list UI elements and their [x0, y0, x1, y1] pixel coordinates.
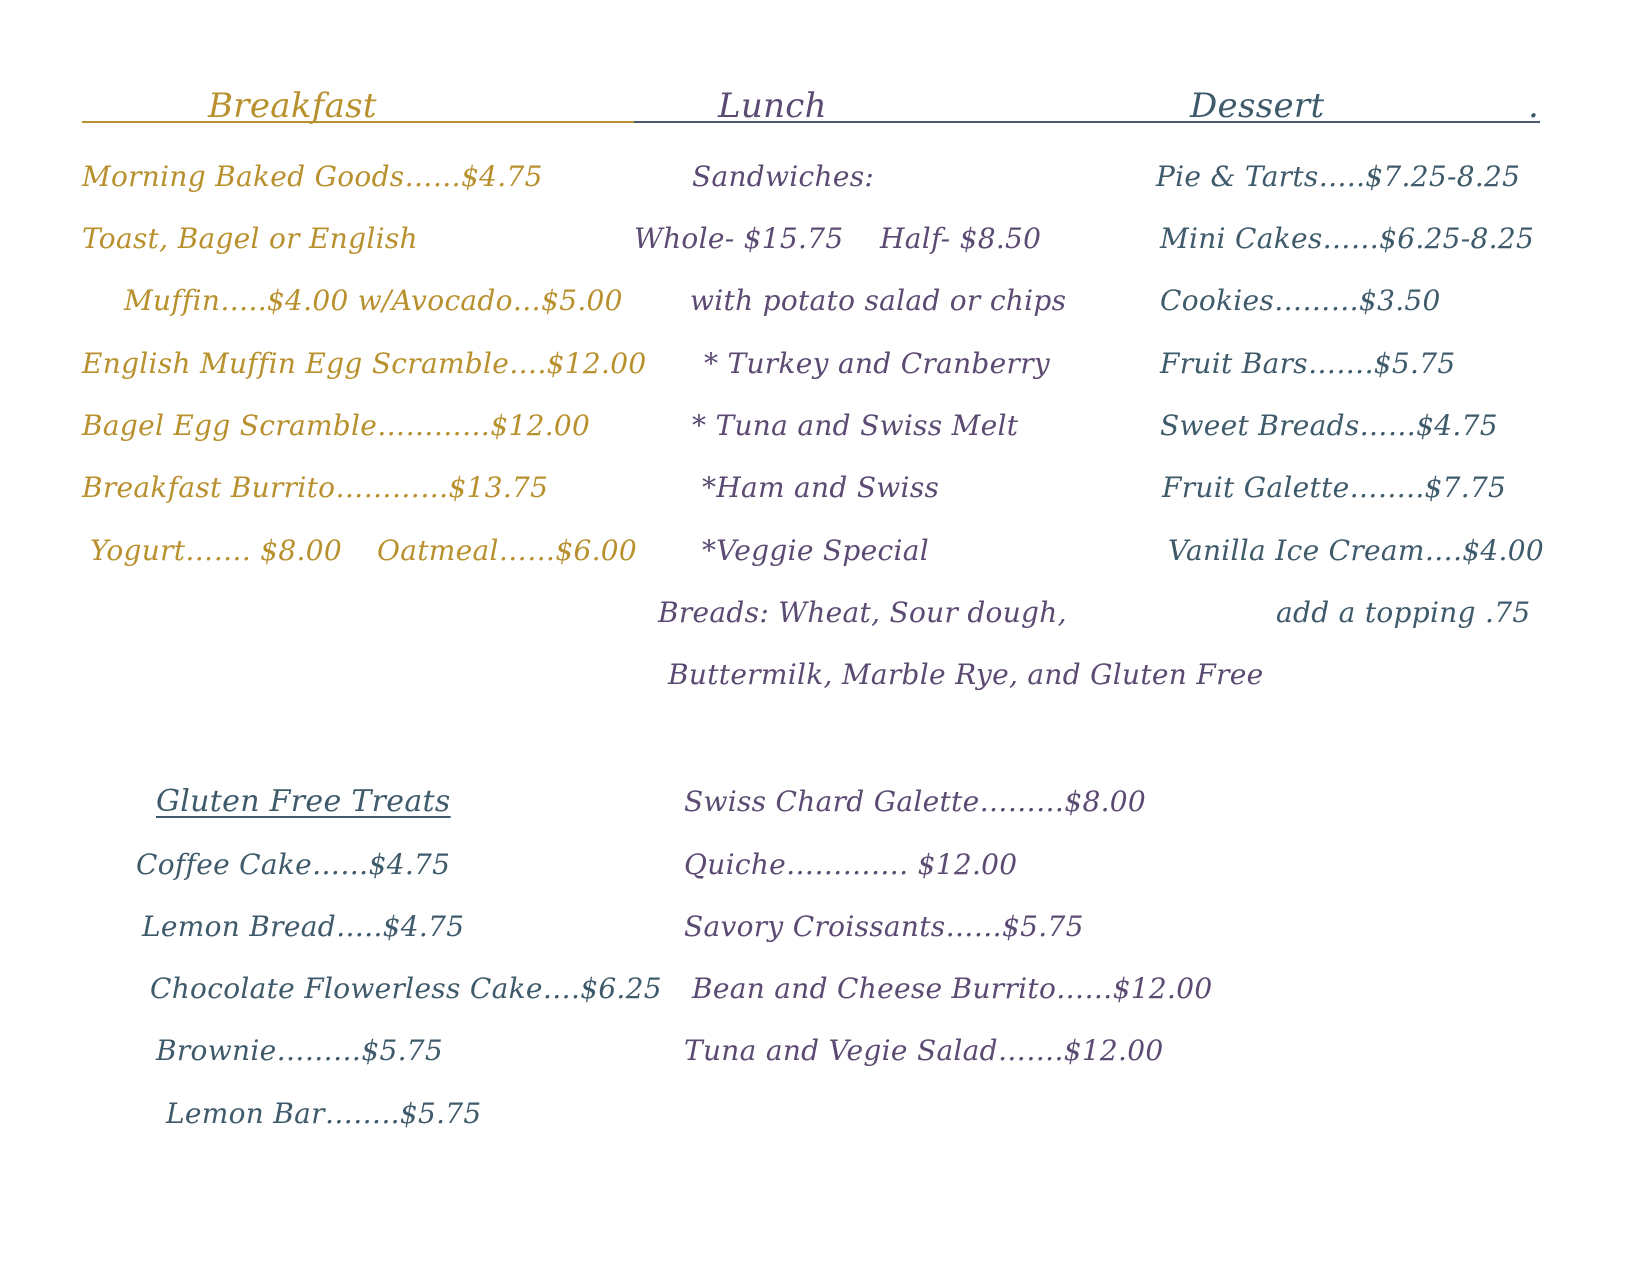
savory-item: Quiche…………. $12.00: [684, 848, 1018, 881]
gluten-free-item: Chocolate Flowerless Cake….$6.25: [150, 972, 662, 1005]
savory-item: Swiss Chard Galette………$8.00: [684, 785, 1147, 818]
dessert-item: Fruit Galette……..$7.75: [1162, 471, 1507, 504]
savory-item: Savory Croissants……$5.75: [684, 910, 1084, 943]
gluten-free-item: Brownie………$5.75: [156, 1034, 444, 1067]
savory-item: Tuna and Vegie Salad…….$12.00: [684, 1034, 1164, 1067]
lunch-heading: Lunch: [718, 86, 827, 126]
breakfast-item: Toast, Bagel or English: [82, 222, 418, 255]
dessert-item: Pie & Tarts…..$7.25-8.25: [1156, 160, 1521, 193]
breakfast-item: English Muffin Egg Scramble….$12.00: [82, 347, 647, 380]
dessert-item: add a topping .75: [1276, 596, 1531, 629]
dessert-heading: Dessert: [1190, 86, 1325, 126]
breakfast-item: Bagel Egg Scramble…………$12.00: [82, 409, 591, 442]
gluten-free-item: Lemon Bread…..$4.75: [142, 910, 465, 943]
gluten-free-item: Coffee Cake……$4.75: [136, 848, 451, 881]
breakfast-item: Morning Baked Goods……$4.75: [82, 160, 543, 193]
lunch-item: * Turkey and Cranberry: [704, 347, 1051, 380]
lunch-item: *Ham and Swiss: [702, 471, 940, 504]
lunch-item: *Veggie Special: [702, 534, 929, 567]
breakfast-item: Oatmeal……$6.00: [377, 534, 638, 567]
lunch-item: Whole- $15.75: [634, 222, 844, 255]
lunch-item: Buttermilk, Marble Rye, and Gluten Free: [668, 658, 1264, 691]
breakfast-item: Breakfast Burrito…………$13.75: [82, 471, 549, 504]
dessert-item: Sweet Breads……$4.75: [1160, 409, 1498, 442]
dessert-item: Fruit Bars…….$5.75: [1160, 347, 1456, 380]
dessert-item: Mini Cakes……$6.25-8.25: [1160, 222, 1535, 255]
lunch-item: Breads: Wheat, Sour dough,: [658, 596, 1067, 629]
dessert-item: Cookies………$3.50: [1160, 284, 1441, 317]
lunch-item: * Tuna and Swiss Melt: [692, 409, 1019, 442]
breakfast-item: Yogurt……. $8.00: [90, 534, 342, 567]
lunch-item: Half- $8.50: [880, 222, 1042, 255]
dessert-item: Vanilla Ice Cream….$4.00: [1168, 534, 1544, 567]
savory-item: Bean and Cheese Burrito……$12.00: [692, 972, 1213, 1005]
lunch-item: with potato salad or chips: [690, 284, 1067, 317]
gluten-free-item: Lemon Bar……..$5.75: [166, 1097, 482, 1130]
lunch-item: Sandwiches:: [692, 160, 875, 193]
header-trailing-period: .: [1528, 86, 1540, 126]
breakfast-item: Muffin…..$4.00 w/Avocado…$5.00: [124, 284, 623, 317]
breakfast-heading: Breakfast: [208, 86, 377, 126]
gluten-free-heading: Gluten Free Treats: [156, 784, 451, 819]
